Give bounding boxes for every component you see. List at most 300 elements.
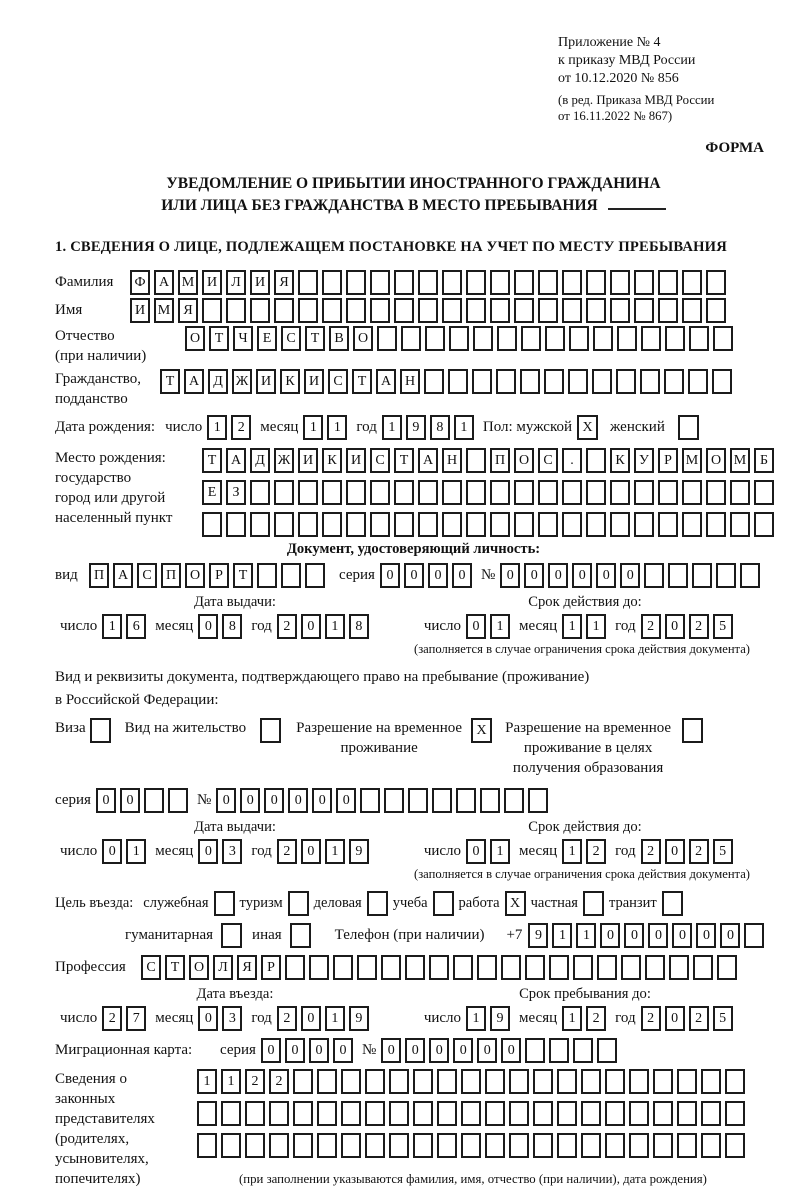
char-cell[interactable]: [610, 512, 630, 537]
char-cell[interactable]: [725, 1069, 745, 1094]
char-cell[interactable]: У: [634, 448, 654, 473]
char-cell[interactable]: 0: [198, 614, 218, 639]
char-cell[interactable]: [405, 955, 425, 980]
char-cell[interactable]: 9: [406, 415, 426, 440]
char-cell[interactable]: [413, 1101, 433, 1126]
char-cell[interactable]: П: [490, 448, 510, 473]
char-cell[interactable]: [730, 512, 750, 537]
char-cell[interactable]: Я: [178, 298, 198, 323]
char-cell[interactable]: 0: [240, 788, 260, 813]
char-cell[interactable]: [408, 788, 428, 813]
char-cell[interactable]: [569, 326, 589, 351]
char-cell[interactable]: [370, 512, 390, 537]
char-cell[interactable]: [370, 270, 390, 295]
char-cell[interactable]: [593, 326, 613, 351]
char-cell[interactable]: [437, 1133, 457, 1158]
char-cell[interactable]: [497, 326, 517, 351]
char-cell[interactable]: 2: [277, 614, 297, 639]
char-cell[interactable]: [693, 955, 713, 980]
char-cell[interactable]: Б: [754, 448, 774, 473]
char-cell[interactable]: 1: [303, 415, 323, 440]
char-cell[interactable]: [754, 480, 774, 505]
char-cell[interactable]: 0: [198, 839, 218, 864]
char-cell[interactable]: [701, 1101, 721, 1126]
char-cell[interactable]: Е: [257, 326, 277, 351]
char-cell[interactable]: [610, 298, 630, 323]
char-cell[interactable]: Я: [274, 270, 294, 295]
char-cell[interactable]: [490, 480, 510, 505]
char-cell[interactable]: [509, 1069, 529, 1094]
char-cell[interactable]: [520, 369, 540, 394]
char-cell[interactable]: М: [682, 448, 702, 473]
char-cell[interactable]: [653, 1101, 673, 1126]
char-cell[interactable]: О: [706, 448, 726, 473]
char-cell[interactable]: 2: [102, 1006, 122, 1031]
char-cell[interactable]: [298, 480, 318, 505]
char-cell[interactable]: 0: [336, 788, 356, 813]
char-cell[interactable]: 0: [624, 923, 644, 948]
char-cell[interactable]: .: [562, 448, 582, 473]
char-cell[interactable]: [365, 1133, 385, 1158]
char-cell[interactable]: [634, 298, 654, 323]
char-cell[interactable]: [692, 563, 712, 588]
char-cell[interactable]: Т: [165, 955, 185, 980]
char-cell[interactable]: [365, 1069, 385, 1094]
char-cell[interactable]: [677, 1133, 697, 1158]
purpose-chastnaya-checkbox[interactable]: [583, 891, 604, 916]
char-cell[interactable]: [617, 326, 637, 351]
char-cell[interactable]: [509, 1133, 529, 1158]
char-cell[interactable]: [341, 1133, 361, 1158]
char-cell[interactable]: 2: [231, 415, 251, 440]
char-cell[interactable]: [226, 512, 246, 537]
char-cell[interactable]: [341, 1069, 361, 1094]
char-cell[interactable]: [221, 1101, 241, 1126]
char-cell[interactable]: 5: [713, 1006, 733, 1031]
char-cell[interactable]: [381, 955, 401, 980]
char-cell[interactable]: [202, 512, 222, 537]
char-cell[interactable]: [605, 1069, 625, 1094]
char-cell[interactable]: 0: [102, 839, 122, 864]
char-cell[interactable]: 1: [126, 839, 146, 864]
char-cell[interactable]: [586, 298, 606, 323]
char-cell[interactable]: [717, 955, 737, 980]
char-cell[interactable]: 2: [277, 1006, 297, 1031]
char-cell[interactable]: 1: [490, 839, 510, 864]
char-cell[interactable]: 1: [586, 614, 606, 639]
char-cell[interactable]: [322, 480, 342, 505]
char-cell[interactable]: 1: [221, 1069, 241, 1094]
char-cell[interactable]: Т: [160, 369, 180, 394]
char-cell[interactable]: С: [328, 369, 348, 394]
char-cell[interactable]: [581, 1069, 601, 1094]
char-cell[interactable]: [298, 270, 318, 295]
char-cell[interactable]: [653, 1069, 673, 1094]
char-cell[interactable]: [322, 270, 342, 295]
char-cell[interactable]: И: [298, 448, 318, 473]
char-cell[interactable]: 1: [562, 839, 582, 864]
char-cell[interactable]: 0: [648, 923, 668, 948]
char-cell[interactable]: [472, 369, 492, 394]
char-cell[interactable]: [605, 1133, 625, 1158]
char-cell[interactable]: Ж: [232, 369, 252, 394]
char-cell[interactable]: [629, 1069, 649, 1094]
char-cell[interactable]: [269, 1101, 289, 1126]
char-cell[interactable]: [365, 1101, 385, 1126]
char-cell[interactable]: [437, 1101, 457, 1126]
char-cell[interactable]: [557, 1133, 577, 1158]
char-cell[interactable]: 0: [301, 839, 321, 864]
char-cell[interactable]: [317, 1069, 337, 1094]
char-cell[interactable]: [538, 270, 558, 295]
char-cell[interactable]: К: [280, 369, 300, 394]
char-cell[interactable]: [309, 955, 329, 980]
char-cell[interactable]: [545, 326, 565, 351]
char-cell[interactable]: [634, 270, 654, 295]
char-cell[interactable]: [281, 563, 301, 588]
char-cell[interactable]: Ж: [274, 448, 294, 473]
char-cell[interactable]: [293, 1069, 313, 1094]
char-cell[interactable]: [466, 270, 486, 295]
char-cell[interactable]: [740, 563, 760, 588]
char-cell[interactable]: 0: [524, 563, 544, 588]
char-cell[interactable]: [573, 955, 593, 980]
char-cell[interactable]: [664, 369, 684, 394]
char-cell[interactable]: С: [370, 448, 390, 473]
char-cell[interactable]: [480, 788, 500, 813]
char-cell[interactable]: [226, 298, 246, 323]
char-cell[interactable]: [641, 326, 661, 351]
char-cell[interactable]: 2: [689, 1006, 709, 1031]
char-cell[interactable]: 0: [120, 788, 140, 813]
char-cell[interactable]: [514, 480, 534, 505]
char-cell[interactable]: [658, 480, 678, 505]
char-cell[interactable]: Л: [213, 955, 233, 980]
char-cell[interactable]: [357, 955, 377, 980]
char-cell[interactable]: 1: [325, 839, 345, 864]
char-cell[interactable]: [456, 788, 476, 813]
char-cell[interactable]: А: [184, 369, 204, 394]
char-cell[interactable]: [725, 1101, 745, 1126]
char-cell[interactable]: [461, 1133, 481, 1158]
char-cell[interactable]: [525, 955, 545, 980]
char-cell[interactable]: [525, 1038, 545, 1063]
char-cell[interactable]: [346, 298, 366, 323]
char-cell[interactable]: 0: [96, 788, 116, 813]
char-cell[interactable]: 0: [466, 614, 486, 639]
char-cell[interactable]: [346, 270, 366, 295]
char-cell[interactable]: 0: [428, 563, 448, 588]
char-cell[interactable]: [432, 788, 452, 813]
purpose-turizm-checkbox[interactable]: [288, 891, 309, 916]
char-cell[interactable]: 2: [641, 1006, 661, 1031]
char-cell[interactable]: 2: [689, 839, 709, 864]
char-cell[interactable]: 0: [452, 563, 472, 588]
char-cell[interactable]: [485, 1101, 505, 1126]
char-cell[interactable]: [634, 512, 654, 537]
char-cell[interactable]: [490, 298, 510, 323]
char-cell[interactable]: С: [137, 563, 157, 588]
char-cell[interactable]: [677, 1069, 697, 1094]
char-cell[interactable]: К: [610, 448, 630, 473]
char-cell[interactable]: [533, 1133, 553, 1158]
char-cell[interactable]: [581, 1133, 601, 1158]
char-cell[interactable]: Д: [250, 448, 270, 473]
char-cell[interactable]: Т: [233, 563, 253, 588]
char-cell[interactable]: Р: [658, 448, 678, 473]
char-cell[interactable]: К: [322, 448, 342, 473]
char-cell[interactable]: [581, 1101, 601, 1126]
purpose-gumanitarnaya-checkbox[interactable]: [221, 923, 242, 948]
char-cell[interactable]: Т: [202, 448, 222, 473]
char-cell[interactable]: 1: [207, 415, 227, 440]
char-cell[interactable]: [621, 955, 641, 980]
char-cell[interactable]: [586, 270, 606, 295]
char-cell[interactable]: А: [154, 270, 174, 295]
char-cell[interactable]: М: [178, 270, 198, 295]
char-cell[interactable]: [701, 1133, 721, 1158]
char-cell[interactable]: [461, 1101, 481, 1126]
char-cell[interactable]: [573, 1038, 593, 1063]
char-cell[interactable]: [586, 480, 606, 505]
char-cell[interactable]: [706, 480, 726, 505]
char-cell[interactable]: [341, 1101, 361, 1126]
char-cell[interactable]: 0: [696, 923, 716, 948]
char-cell[interactable]: 0: [198, 1006, 218, 1031]
char-cell[interactable]: [377, 326, 397, 351]
char-cell[interactable]: [322, 512, 342, 537]
char-cell[interactable]: [298, 298, 318, 323]
char-cell[interactable]: П: [89, 563, 109, 588]
char-cell[interactable]: [688, 369, 708, 394]
char-cell[interactable]: И: [256, 369, 276, 394]
char-cell[interactable]: [514, 512, 534, 537]
visa-checkbox[interactable]: [90, 718, 111, 743]
char-cell[interactable]: [442, 512, 462, 537]
char-cell[interactable]: 0: [720, 923, 740, 948]
char-cell[interactable]: [754, 512, 774, 537]
char-cell[interactable]: 0: [620, 563, 640, 588]
char-cell[interactable]: [706, 298, 726, 323]
char-cell[interactable]: О: [353, 326, 373, 351]
char-cell[interactable]: [317, 1133, 337, 1158]
char-cell[interactable]: 2: [269, 1069, 289, 1094]
char-cell[interactable]: [197, 1133, 217, 1158]
char-cell[interactable]: [557, 1069, 577, 1094]
char-cell[interactable]: [592, 369, 612, 394]
char-cell[interactable]: [533, 1101, 553, 1126]
char-cell[interactable]: [197, 1101, 217, 1126]
char-cell[interactable]: [562, 512, 582, 537]
char-cell[interactable]: 2: [245, 1069, 265, 1094]
char-cell[interactable]: 1: [576, 923, 596, 948]
char-cell[interactable]: 2: [586, 1006, 606, 1031]
char-cell[interactable]: [538, 480, 558, 505]
char-cell[interactable]: А: [113, 563, 133, 588]
char-cell[interactable]: 0: [301, 1006, 321, 1031]
char-cell[interactable]: [250, 512, 270, 537]
char-cell[interactable]: [509, 1101, 529, 1126]
char-cell[interactable]: 1: [454, 415, 474, 440]
char-cell[interactable]: [610, 270, 630, 295]
char-cell[interactable]: [629, 1133, 649, 1158]
char-cell[interactable]: [221, 1133, 241, 1158]
char-cell[interactable]: [466, 298, 486, 323]
char-cell[interactable]: [413, 1069, 433, 1094]
char-cell[interactable]: [317, 1101, 337, 1126]
char-cell[interactable]: 6: [126, 614, 146, 639]
char-cell[interactable]: А: [418, 448, 438, 473]
char-cell[interactable]: И: [202, 270, 222, 295]
char-cell[interactable]: З: [226, 480, 246, 505]
char-cell[interactable]: [658, 270, 678, 295]
char-cell[interactable]: [490, 270, 510, 295]
char-cell[interactable]: 0: [466, 839, 486, 864]
char-cell[interactable]: 0: [264, 788, 284, 813]
char-cell[interactable]: 1: [325, 1006, 345, 1031]
char-cell[interactable]: [544, 369, 564, 394]
char-cell[interactable]: [665, 326, 685, 351]
char-cell[interactable]: [274, 298, 294, 323]
char-cell[interactable]: [389, 1101, 409, 1126]
char-cell[interactable]: [682, 270, 702, 295]
char-cell[interactable]: [496, 369, 516, 394]
char-cell[interactable]: [448, 369, 468, 394]
char-cell[interactable]: 2: [689, 614, 709, 639]
char-cell[interactable]: [485, 1069, 505, 1094]
char-cell[interactable]: Ф: [130, 270, 150, 295]
char-cell[interactable]: [473, 326, 493, 351]
char-cell[interactable]: [713, 326, 733, 351]
char-cell[interactable]: [725, 1133, 745, 1158]
char-cell[interactable]: 8: [430, 415, 450, 440]
char-cell[interactable]: 1: [490, 614, 510, 639]
char-cell[interactable]: 9: [528, 923, 548, 948]
char-cell[interactable]: [274, 512, 294, 537]
char-cell[interactable]: [514, 270, 534, 295]
char-cell[interactable]: О: [185, 326, 205, 351]
char-cell[interactable]: [274, 480, 294, 505]
char-cell[interactable]: И: [304, 369, 324, 394]
char-cell[interactable]: [418, 270, 438, 295]
char-cell[interactable]: [250, 298, 270, 323]
char-cell[interactable]: [521, 326, 541, 351]
char-cell[interactable]: И: [346, 448, 366, 473]
char-cell[interactable]: 8: [222, 614, 242, 639]
char-cell[interactable]: 1: [327, 415, 347, 440]
char-cell[interactable]: [597, 955, 617, 980]
char-cell[interactable]: [293, 1101, 313, 1126]
char-cell[interactable]: 2: [277, 839, 297, 864]
male-checkbox[interactable]: X: [577, 415, 598, 440]
char-cell[interactable]: [389, 1133, 409, 1158]
char-cell[interactable]: [449, 326, 469, 351]
char-cell[interactable]: 1: [325, 614, 345, 639]
char-cell[interactable]: [528, 788, 548, 813]
char-cell[interactable]: М: [154, 298, 174, 323]
char-cell[interactable]: [418, 512, 438, 537]
char-cell[interactable]: 0: [261, 1038, 281, 1063]
char-cell[interactable]: М: [730, 448, 750, 473]
char-cell[interactable]: В: [329, 326, 349, 351]
char-cell[interactable]: 0: [665, 839, 685, 864]
char-cell[interactable]: [360, 788, 380, 813]
char-cell[interactable]: [501, 955, 521, 980]
char-cell[interactable]: [425, 326, 445, 351]
char-cell[interactable]: [538, 512, 558, 537]
char-cell[interactable]: [346, 480, 366, 505]
char-cell[interactable]: 0: [404, 563, 424, 588]
char-cell[interactable]: 2: [641, 614, 661, 639]
purpose-ucheba-checkbox[interactable]: [433, 891, 454, 916]
purpose-tranzit-checkbox[interactable]: [662, 891, 683, 916]
char-cell[interactable]: 0: [285, 1038, 305, 1063]
purpose-sluzhebnaya-checkbox[interactable]: [214, 891, 235, 916]
char-cell[interactable]: 0: [288, 788, 308, 813]
char-cell[interactable]: С: [281, 326, 301, 351]
char-cell[interactable]: [549, 955, 569, 980]
char-cell[interactable]: 0: [596, 563, 616, 588]
char-cell[interactable]: [413, 1133, 433, 1158]
char-cell[interactable]: [202, 298, 222, 323]
char-cell[interactable]: [442, 480, 462, 505]
residence-permit-checkbox[interactable]: [260, 718, 281, 743]
char-cell[interactable]: [634, 480, 654, 505]
char-cell[interactable]: Л: [226, 270, 246, 295]
char-cell[interactable]: [568, 369, 588, 394]
char-cell[interactable]: [712, 369, 732, 394]
char-cell[interactable]: [394, 270, 414, 295]
char-cell[interactable]: 0: [381, 1038, 401, 1063]
char-cell[interactable]: 1: [102, 614, 122, 639]
char-cell[interactable]: [658, 512, 678, 537]
char-cell[interactable]: 0: [380, 563, 400, 588]
char-cell[interactable]: Я: [237, 955, 257, 980]
char-cell[interactable]: [285, 955, 305, 980]
char-cell[interactable]: 0: [309, 1038, 329, 1063]
char-cell[interactable]: 9: [349, 1006, 369, 1031]
char-cell[interactable]: [682, 512, 702, 537]
char-cell[interactable]: 5: [713, 839, 733, 864]
char-cell[interactable]: [533, 1069, 553, 1094]
char-cell[interactable]: Ч: [233, 326, 253, 351]
char-cell[interactable]: 1: [466, 1006, 486, 1031]
char-cell[interactable]: [549, 1038, 569, 1063]
char-cell[interactable]: [333, 955, 353, 980]
char-cell[interactable]: 0: [501, 1038, 521, 1063]
char-cell[interactable]: 3: [222, 1006, 242, 1031]
char-cell[interactable]: [424, 369, 444, 394]
char-cell[interactable]: П: [161, 563, 181, 588]
char-cell[interactable]: [490, 512, 510, 537]
char-cell[interactable]: [389, 1069, 409, 1094]
char-cell[interactable]: [504, 788, 524, 813]
char-cell[interactable]: 1: [197, 1069, 217, 1094]
purpose-rabota-checkbox[interactable]: X: [505, 891, 526, 916]
char-cell[interactable]: [257, 563, 277, 588]
char-cell[interactable]: О: [189, 955, 209, 980]
char-cell[interactable]: [477, 955, 497, 980]
char-cell[interactable]: [485, 1133, 505, 1158]
char-cell[interactable]: 0: [665, 614, 685, 639]
char-cell[interactable]: 0: [453, 1038, 473, 1063]
char-cell[interactable]: Т: [394, 448, 414, 473]
char-cell[interactable]: [401, 326, 421, 351]
char-cell[interactable]: 0: [477, 1038, 497, 1063]
char-cell[interactable]: [437, 1069, 457, 1094]
char-cell[interactable]: [706, 512, 726, 537]
char-cell[interactable]: [689, 326, 709, 351]
